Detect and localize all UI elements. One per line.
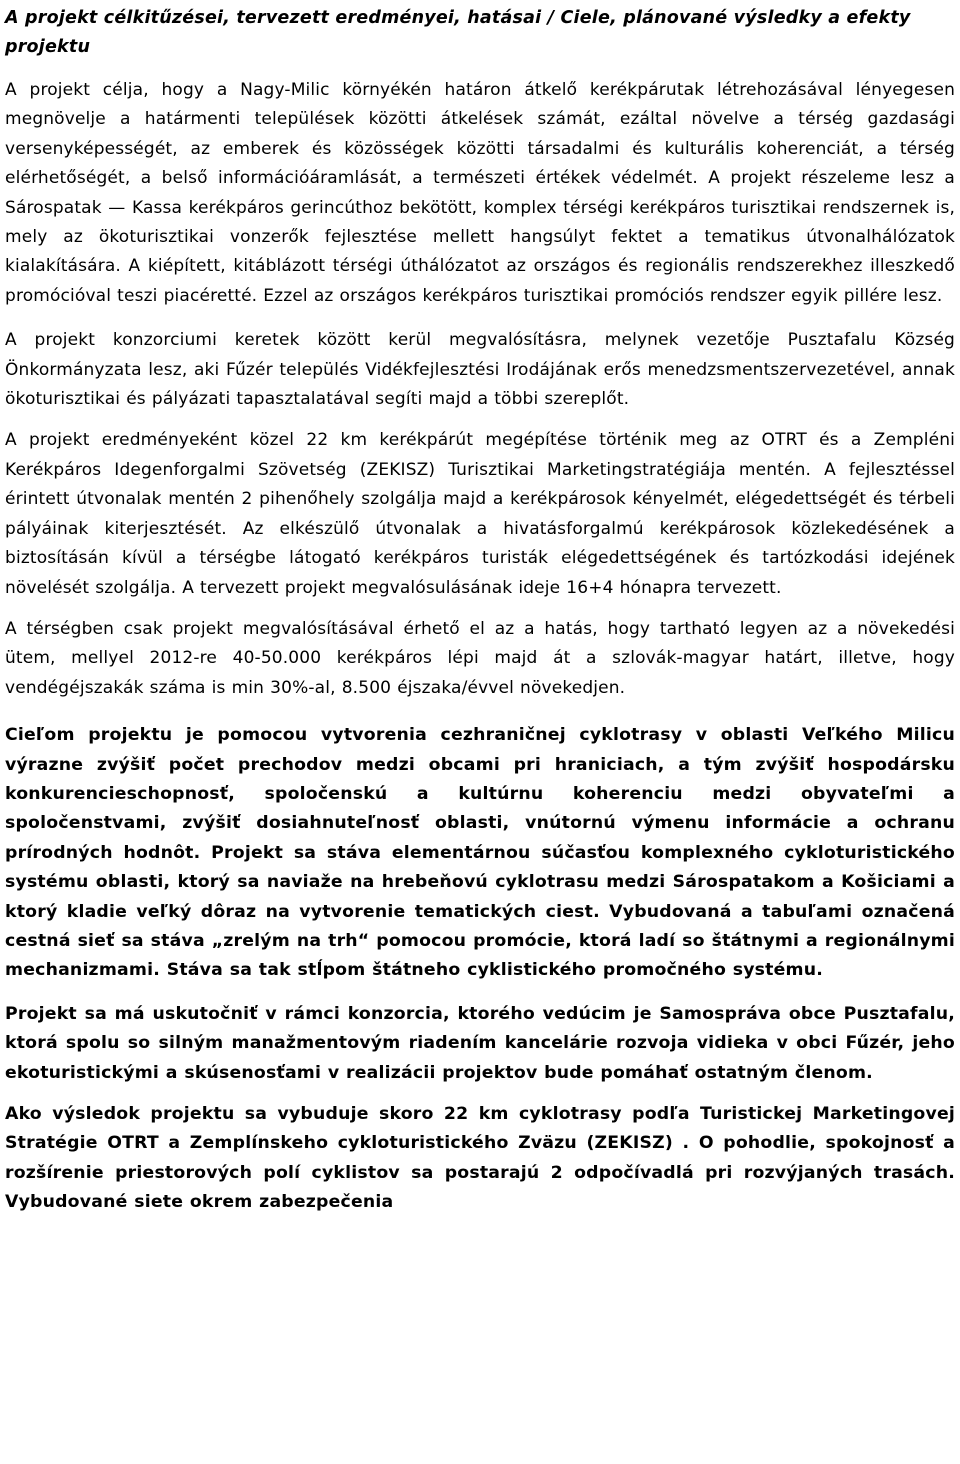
paragraph-hu-results: A projekt eredményeként közel 22 km kerékpárút megépítése történik meg az OTRT és a Zempléni Kerékpáros Idegenforgalmi Szövetség (ZEKISZ) Turisztikai Marketingstratégiája mentén. A fejlesztéssel érintett útvonalak mentén 2 pihenőhely szolgálja majd a kerékpárosok kényelmét, elégedettségét és térbeli pályáinak kiterjesztését. Az elkészülő útvonalak a hivatásforgalmú kerékpárosok közlekedésének a biztosításán kívül a térségbe látogató kerékpáros turisták elégedettségének és tartózkodási idejének növelését szolgálja. A tervezett projekt megvalósulásának ideje 16+4 hónapra tervezett.: [5, 430, 955, 598]
paragraph-sk-consortium: Projekt sa má uskutočniť v rámci konzorcia, ktorého vedúcim je Samospráva obce Pusztafalu, ktorá spolu so silným manažmentovým riadením kancelárie rozvoja vidieka v obci Fűzér, jeho ekoturistickými a skúsenosťami v realizácii projektov bude pomáhať ostatným členom.: [5, 1003, 955, 1083]
paragraph-hu-goals: A projekt célja, hogy a Nagy-Milic környékén határon átkelő kerékpárutak létrehozásával lényegesen megnövelje a határmenti települések közötti átkelések számát, ezáltal növelve a térség gazdasági versenyképességét, az emberek és közösségek közötti társadalmi és kulturális koherenciát, a térség elérhetőségét, a belső információáramlását, a természeti értékek védelmét. A projekt részeleme lesz a Sárospatak — Kassa kerékpáros gerincúthoz bekötött, komplex térségi kerékpáros turisztikai rendszernek is, mely az ökoturisztikai vonzerők fejlesztése mellett hangsúlyt fektet a tematikus útvonalhálózatok kialakítására. A kiépített, kitáblázott térségi úthálózatot az országos és regionális rendszerekhez illeszkedő promócióval teszi piacéretté. Ezzel az országos kerékpáros turisztikai promóciós rendszer egyik pillére lesz.: [5, 80, 955, 306]
paragraph-sk-goals: Cieľom projektu je pomocou vytvorenia cezhraničnej cyklotrasy v oblasti Veľkého Milicu výrazne zvýšiť počet prechodov medzi obcami pri hraniciach, a tým zvýšiť hospodársku konkurencieschopnosť, spoločenskú a kultúrnu koherenciu medzi obyvateľmi a spoločenstvami, zvýšiť dosiahnuteľnosť oblasti, vnútornú výmenu informácie a ochranu prírodných hodnôt. Projekt sa stáva elementárnou súčasťou komplexného cykloturistického systému oblasti, ktorý sa naviaže na hrebeňovú cyklotrasu medzi Sárospatakom a Košiciami a ktorý kladie veľký dôraz na vytvorenie tematických ciest. Vybudovaná a tabuľami označená cestná sieť sa stáva „zrelým na trh“ pomocou promócie, ktorá ladí so štátnymi a regionálnymi mechanizmami. Stáva sa tak stĺpom štátneho cyklistického promočného systému.: [5, 725, 955, 981]
paragraph-sk-results: Ako výsledok projektu sa vybuduje skoro 22 km cyklotrasy podľa Turistickej Marketingovej Stratégie OTRT a Zemplínskeho cykloturistického Zväzu (ZEKISZ) . O pohodlie, spokojnosť a rozšírenie priestorových polí cyklistov sa postarajú 2 odpočívadlá pri rozvýjaných trasách. Vybudované siete okrem zabezpečenia: [5, 1104, 955, 1213]
section-heading: A projekt célkitűzései, tervezett eredményei, hatásai / Ciele, plánované výsledky a efekty projektu: [5, 8, 911, 57]
paragraph-hu-consortium: A projekt konzorciumi keretek között kerül megvalósításra, melynek vezetője Pusztafalu Község Önkormányzata lesz, aki Fűzér település Vidékfejlesztési Irodájának erős menedzsmentszervezetével, annak ökoturisztikai és pályázati tapasztalatával segíti majd a többi szereplőt.: [5, 330, 955, 410]
document-page: [5, 4, 955, 1229]
paragraph-hu-impact: A térségben csak projekt megvalósításával érhető el az a hatás, hogy tartható legyen az a növekedési ütem, mellyel 2012-re 40-50.000 kerékpáros lépi majd át a szlovák-magyar határt, illetve, hogy vendégéjszakák száma is min 30%-al, 8.500 éjszaka/évvel növekedjen.: [5, 618, 955, 698]
